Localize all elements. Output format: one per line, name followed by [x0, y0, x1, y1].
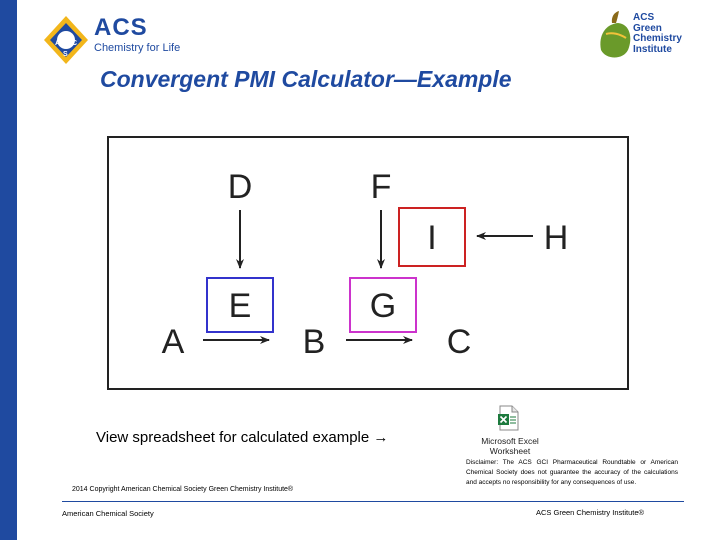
page-title: Convergent PMI Calculator—Example	[100, 66, 512, 92]
excel-worksheet-icon[interactable]	[497, 405, 519, 431]
gci-wordmark	[633, 13, 682, 55]
node-c-label: C	[446, 323, 472, 361]
acs-emblem-letter-c: C	[72, 40, 78, 47]
gci-line-2: Green	[633, 22, 662, 34]
diagram-canvas	[109, 138, 627, 388]
view-spreadsheet-link[interactable]: View spreadsheet for calculated example →	[96, 429, 389, 446]
node-f-label: F	[370, 168, 392, 206]
node-i-label: I	[427, 219, 437, 257]
acs-wordmark: ACS	[94, 14, 148, 41]
convergent-synthesis-diagram	[107, 136, 629, 390]
footer-divider	[62, 501, 684, 502]
acs-tagline: Chemistry for Life	[94, 42, 181, 54]
node-d-label: D	[227, 168, 253, 206]
node-e-label: E	[228, 287, 252, 325]
excel-attachment-label[interactable]	[470, 436, 550, 456]
excel-label-line-2: Worksheet	[489, 446, 531, 456]
node-b-label: B	[302, 323, 326, 361]
acs-emblem-letter-a: A	[55, 40, 61, 47]
gci-line-1: ACS	[633, 12, 655, 23]
acs-emblem-letter-s: S	[63, 51, 68, 58]
footer-right-text: ACS Green Chemistry Institute®	[536, 508, 645, 517]
excel-label-line-1: Microsoft Excel	[481, 436, 539, 446]
disclaimer-text: Disclaimer: The ACS GCI Pharmaceutical Roundtable or American Chemical Society does not guarantee the accuracy of the calculations and accepts no responsibility for any consequences of use.	[466, 459, 678, 486]
node-h-label: H	[543, 219, 569, 257]
copyright-notice: 2014 Copyright American Chemical Society Green Chemistry Institute®	[72, 486, 294, 493]
footer-left-text: American Chemical Society	[62, 509, 154, 518]
left-accent-bar	[0, 0, 17, 540]
node-g-label: G	[369, 287, 397, 325]
gci-line-4: Institute	[633, 43, 672, 55]
node-a-label: A	[161, 323, 185, 361]
gci-line-3: Chemistry	[633, 33, 682, 44]
